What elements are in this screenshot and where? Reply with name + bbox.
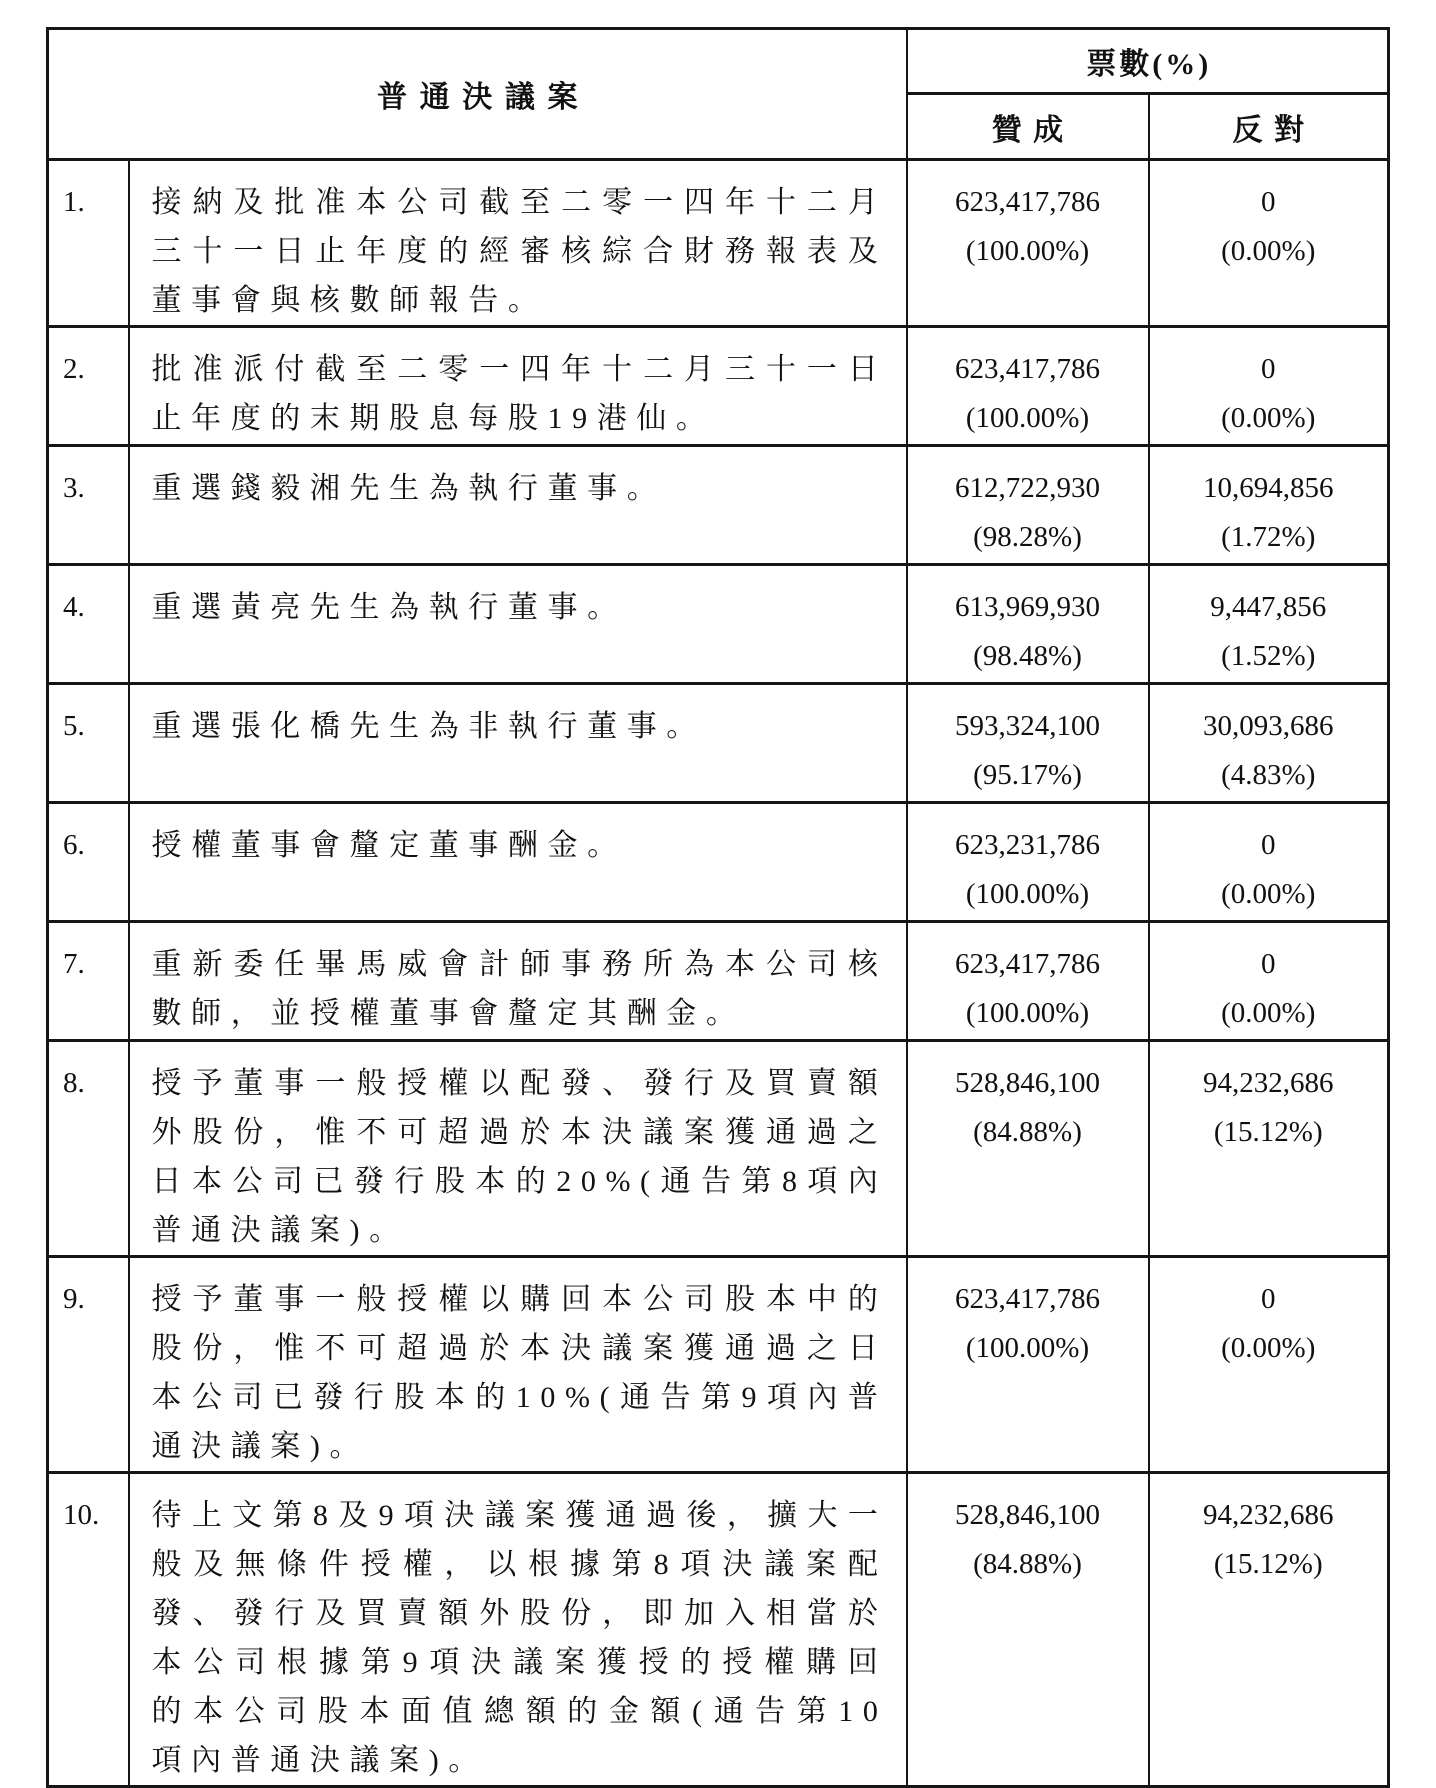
for-votes-percent: (100.00%) — [965, 997, 1090, 1029]
resolution-text: 重選錢毅湘先生為執行董事。 — [129, 446, 907, 565]
for-votes-percent: (100.00%) — [965, 235, 1090, 267]
resolution-text: 重選黃亮先生為執行董事。 — [129, 565, 907, 684]
against-votes-count: 9,447,856 — [1210, 591, 1327, 623]
resolution-number: 6. — [48, 803, 129, 922]
against-votes-percent: (4.83%) — [1221, 759, 1316, 791]
for-votes-count: 528,846,100 — [955, 1067, 1100, 1099]
resolution-number: 7. — [48, 922, 129, 1041]
column-header-against: 反對 — [1149, 94, 1389, 160]
table-row — [48, 160, 1389, 327]
against-votes-percent: (15.12%) — [1213, 1116, 1323, 1148]
resolution-number: 10. — [48, 1473, 129, 1787]
table-row — [48, 922, 1389, 1041]
table-row — [48, 446, 1389, 565]
resolution-number: 9. — [48, 1257, 129, 1473]
header-row-1 — [48, 29, 1389, 94]
for-votes-count: 623,231,786 — [955, 829, 1100, 861]
against-votes-cell — [1149, 922, 1389, 1041]
table-row — [48, 1257, 1389, 1473]
against-votes-percent: (0.00%) — [1221, 878, 1316, 910]
against-votes-percent: (0.00%) — [1221, 997, 1316, 1029]
against-votes-count: 0 — [1261, 829, 1276, 861]
for-votes-count: 612,722,930 — [955, 472, 1100, 504]
column-header-votes-group: 票數(%) — [907, 29, 1389, 94]
against-votes-cell — [1149, 1041, 1389, 1257]
voting-results-table — [46, 27, 1390, 1788]
against-votes-percent: (0.00%) — [1221, 1332, 1316, 1364]
for-votes-count: 528,846,100 — [955, 1499, 1100, 1531]
for-votes-percent: (95.17%) — [973, 759, 1082, 791]
for-votes-count: 613,969,930 — [955, 591, 1100, 623]
for-votes-cell — [907, 327, 1149, 446]
for-votes-percent: (100.00%) — [965, 1332, 1090, 1364]
for-votes-cell — [907, 565, 1149, 684]
against-votes-cell — [1149, 160, 1389, 327]
resolution-text: 授予董事一般授權以購回本公司股本中的股份，惟不可超過於本決議案獲通過之日本公司已發行股本的10%(通告第9項內普通決議案)。 — [129, 1257, 907, 1473]
for-votes-cell — [907, 1257, 1149, 1473]
against-votes-count: 0 — [1261, 948, 1276, 980]
against-votes-count: 0 — [1261, 1283, 1276, 1315]
for-votes-cell — [907, 160, 1149, 327]
column-header-resolutions: 普通決議案 — [48, 29, 907, 160]
for-votes-percent: (84.88%) — [973, 1548, 1082, 1580]
table-row — [48, 1041, 1389, 1257]
resolution-number: 2. — [48, 327, 129, 446]
against-votes-cell — [1149, 565, 1389, 684]
against-votes-cell — [1149, 446, 1389, 565]
resolution-number: 5. — [48, 684, 129, 803]
against-votes-percent: (1.52%) — [1221, 640, 1316, 672]
for-votes-percent: (98.28%) — [973, 521, 1082, 553]
for-votes-count: 623,417,786 — [955, 353, 1100, 385]
against-votes-cell — [1149, 684, 1389, 803]
against-votes-count: 10,694,856 — [1203, 472, 1334, 504]
for-votes-count: 623,417,786 — [955, 186, 1100, 218]
resolution-text: 接納及批准本公司截至二零一四年十二月三十一日止年度的經審核綜合財務報表及董事會與核數師報告。 — [129, 160, 907, 327]
for-votes-cell — [907, 803, 1149, 922]
for-votes-cell — [907, 1473, 1149, 1787]
for-votes-cell — [907, 684, 1149, 803]
table-row — [48, 1473, 1389, 1787]
for-votes-percent: (98.48%) — [973, 640, 1082, 672]
against-votes-count: 30,093,686 — [1203, 710, 1334, 742]
resolution-text: 重新委任畢馬威會計師事務所為本公司核數師，並授權董事會釐定其酬金。 — [129, 922, 907, 1041]
against-votes-count: 0 — [1261, 353, 1276, 385]
table-row — [48, 803, 1389, 922]
resolution-text: 重選張化橋先生為非執行董事。 — [129, 684, 907, 803]
resolution-number: 3. — [48, 446, 129, 565]
table-row — [48, 565, 1389, 684]
for-votes-count: 593,324,100 — [955, 710, 1100, 742]
column-header-for: 贊成 — [907, 94, 1149, 160]
for-votes-cell — [907, 1041, 1149, 1257]
resolution-text: 批准派付截至二零一四年十二月三十一日止年度的末期股息每股19港仙。 — [129, 327, 907, 446]
resolution-text: 待上文第8及9項決議案獲通過後，擴大一般及無條件授權，以根據第8項決議案配發、發行及買賣額外股份，即加入相當於本公司根據第9項決議案獲授的授權購回的本公司股本面值總額的金額(通告第10項內普通決議案)。 — [129, 1473, 907, 1787]
against-votes-count: 94,232,686 — [1203, 1067, 1334, 1099]
for-votes-count: 623,417,786 — [955, 948, 1100, 980]
resolution-number: 1. — [48, 160, 129, 327]
for-votes-percent: (84.88%) — [973, 1116, 1082, 1148]
resolution-number: 8. — [48, 1041, 129, 1257]
against-votes-count: 94,232,686 — [1203, 1499, 1334, 1531]
table-row — [48, 327, 1389, 446]
for-votes-percent: (100.00%) — [965, 402, 1090, 434]
for-votes-count: 623,417,786 — [955, 1283, 1100, 1315]
resolution-text: 授予董事一般授權以配發、發行及買賣額外股份，惟不可超過於本決議案獲通過之日本公司已發行股本的20%(通告第8項內普通決議案)。 — [129, 1041, 907, 1257]
against-votes-percent: (1.72%) — [1221, 521, 1316, 553]
for-votes-percent: (100.00%) — [965, 878, 1090, 910]
against-votes-count: 0 — [1261, 186, 1276, 218]
against-votes-percent: (0.00%) — [1221, 402, 1316, 434]
for-votes-cell — [907, 446, 1149, 565]
against-votes-percent: (15.12%) — [1213, 1548, 1323, 1580]
resolution-text: 授權董事會釐定董事酬金。 — [129, 803, 907, 922]
table-row — [48, 684, 1389, 803]
for-votes-cell — [907, 922, 1149, 1041]
against-votes-cell — [1149, 1473, 1389, 1787]
against-votes-percent: (0.00%) — [1221, 235, 1316, 267]
against-votes-cell — [1149, 327, 1389, 446]
resolution-number: 4. — [48, 565, 129, 684]
against-votes-cell — [1149, 1257, 1389, 1473]
against-votes-cell — [1149, 803, 1389, 922]
